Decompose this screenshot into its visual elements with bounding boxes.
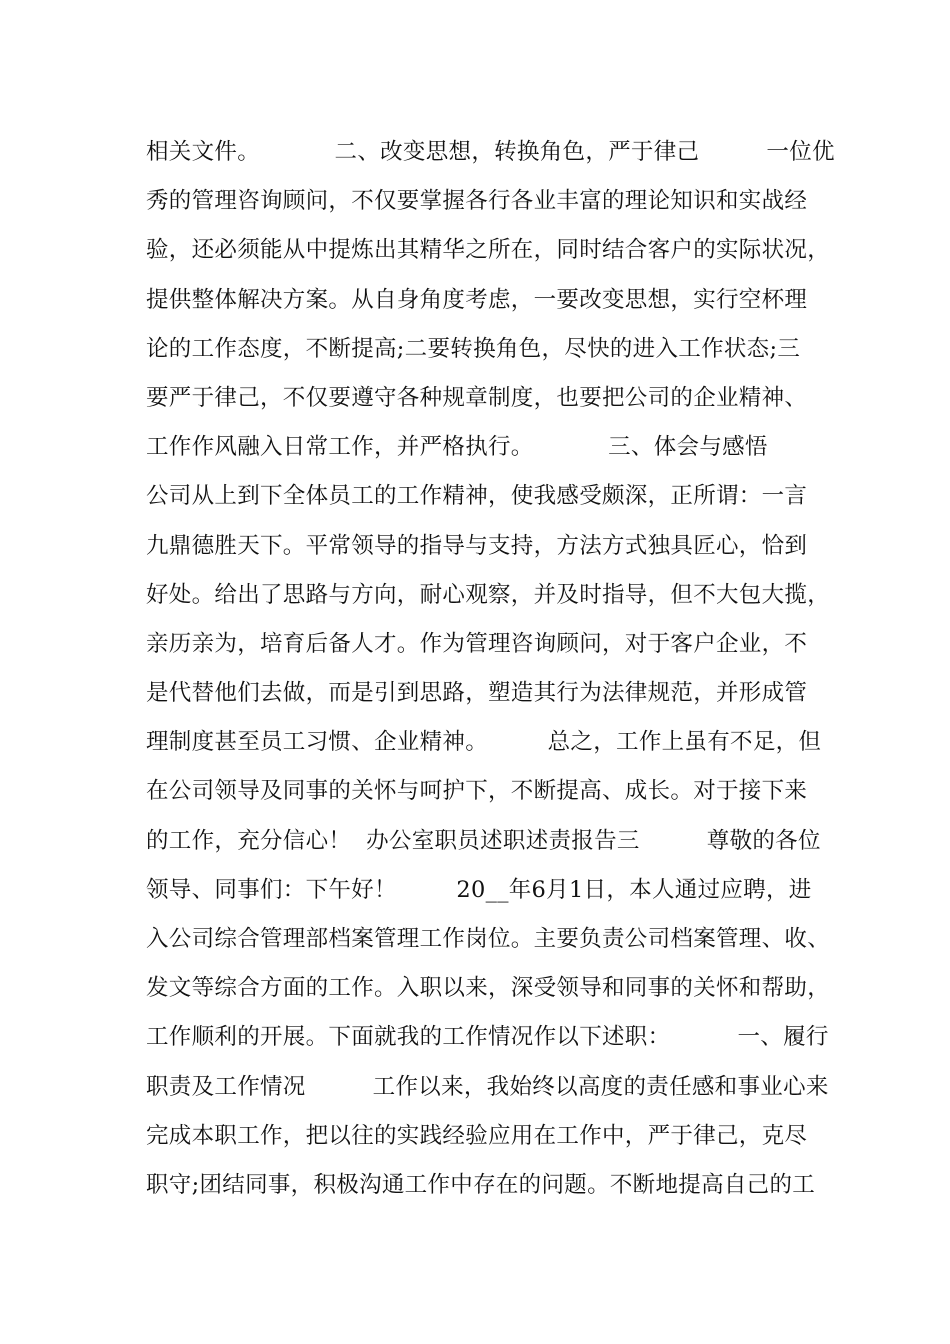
text-line-8: 公司从上到下全体员工的工作精神，使我感受颇深，正所谓：一言: [146, 483, 808, 510]
text-line-15: 的工作，充分信心！ 办公室职员述职述责报告三 尊敬的各位: [146, 827, 821, 854]
text-line-2: 秀的管理咨询顾问，不仅要掌握各行各业丰富的理论知识和实战经: [146, 188, 808, 215]
text-line-11: 亲历亲为，培育后备人才。作为管理咨询顾问，对于客户企业，不: [146, 630, 808, 657]
text-line-5: 论的工作态度，不断提高;二要转换角色，尽快的进入工作状态;三: [146, 335, 801, 362]
text-line-3: 验，还必须能从中提炼出其精华之所在，同时结合客户的实际状况，: [146, 237, 831, 264]
text-line-13: 理制度甚至员工习惯、企业精神。 总之，工作上虽有不足，但: [146, 729, 822, 756]
text-line-17: 入公司综合管理部档案管理工作岗位。主要负责公司档案管理、收、: [146, 926, 831, 952]
text-line-10: 好处。给出了思路与方向，耐心观察，并及时指导，但不大包大揽，: [146, 581, 831, 608]
text-line-12: 是代替他们去做，而是引到思路，塑造其行为法律规范，并形成管: [146, 680, 808, 707]
text-line-16: 领导、同事们：下午好！ 20__年6月1日，本人通过应聘，进: [146, 876, 812, 903]
body-text: [146, 132, 836, 1214]
text-line-4: 提供整体解决方案。从自身角度考虑，一要改变思想，实行空杯理: [146, 286, 808, 313]
text-line-9: 九鼎德胜天下。平常领导的指导与支持，方法方式独具匠心，恰到: [146, 532, 808, 559]
text-line-19: 工作顺利的开展。下面就我的工作情况作以下述职： 一、履行: [146, 1024, 829, 1051]
text-line-1: 相关文件。 二、改变思想，转换角色，严于律己 一位优: [146, 139, 835, 165]
text-line-18: 发文等综合方面的工作。入职以来，深受领导和同事的关怀和帮助，: [146, 975, 831, 1002]
text-line-6: 要严于律己，不仅要遵守各种规章制度，也要把公司的企业精神、: [146, 384, 808, 411]
text-line-14: 在公司领导及同事的关怀与呵护下，不断提高、成长。对于接下来: [146, 778, 808, 805]
text-line-20: 职责及工作情况 工作以来，我始终以高度的责任感和事业心来: [146, 1073, 829, 1100]
text-line-7: 工作作风融入日常工作，并严格执行。 三、体会与感悟: [146, 434, 768, 461]
text-line-22: 职守;团结同事，积极沟通工作中存在的问题。不断地提高自己的工: [146, 1171, 816, 1198]
text-line-21: 完成本职工作，把以往的实践经验应用在工作中，严于律己，克尽: [146, 1122, 808, 1149]
